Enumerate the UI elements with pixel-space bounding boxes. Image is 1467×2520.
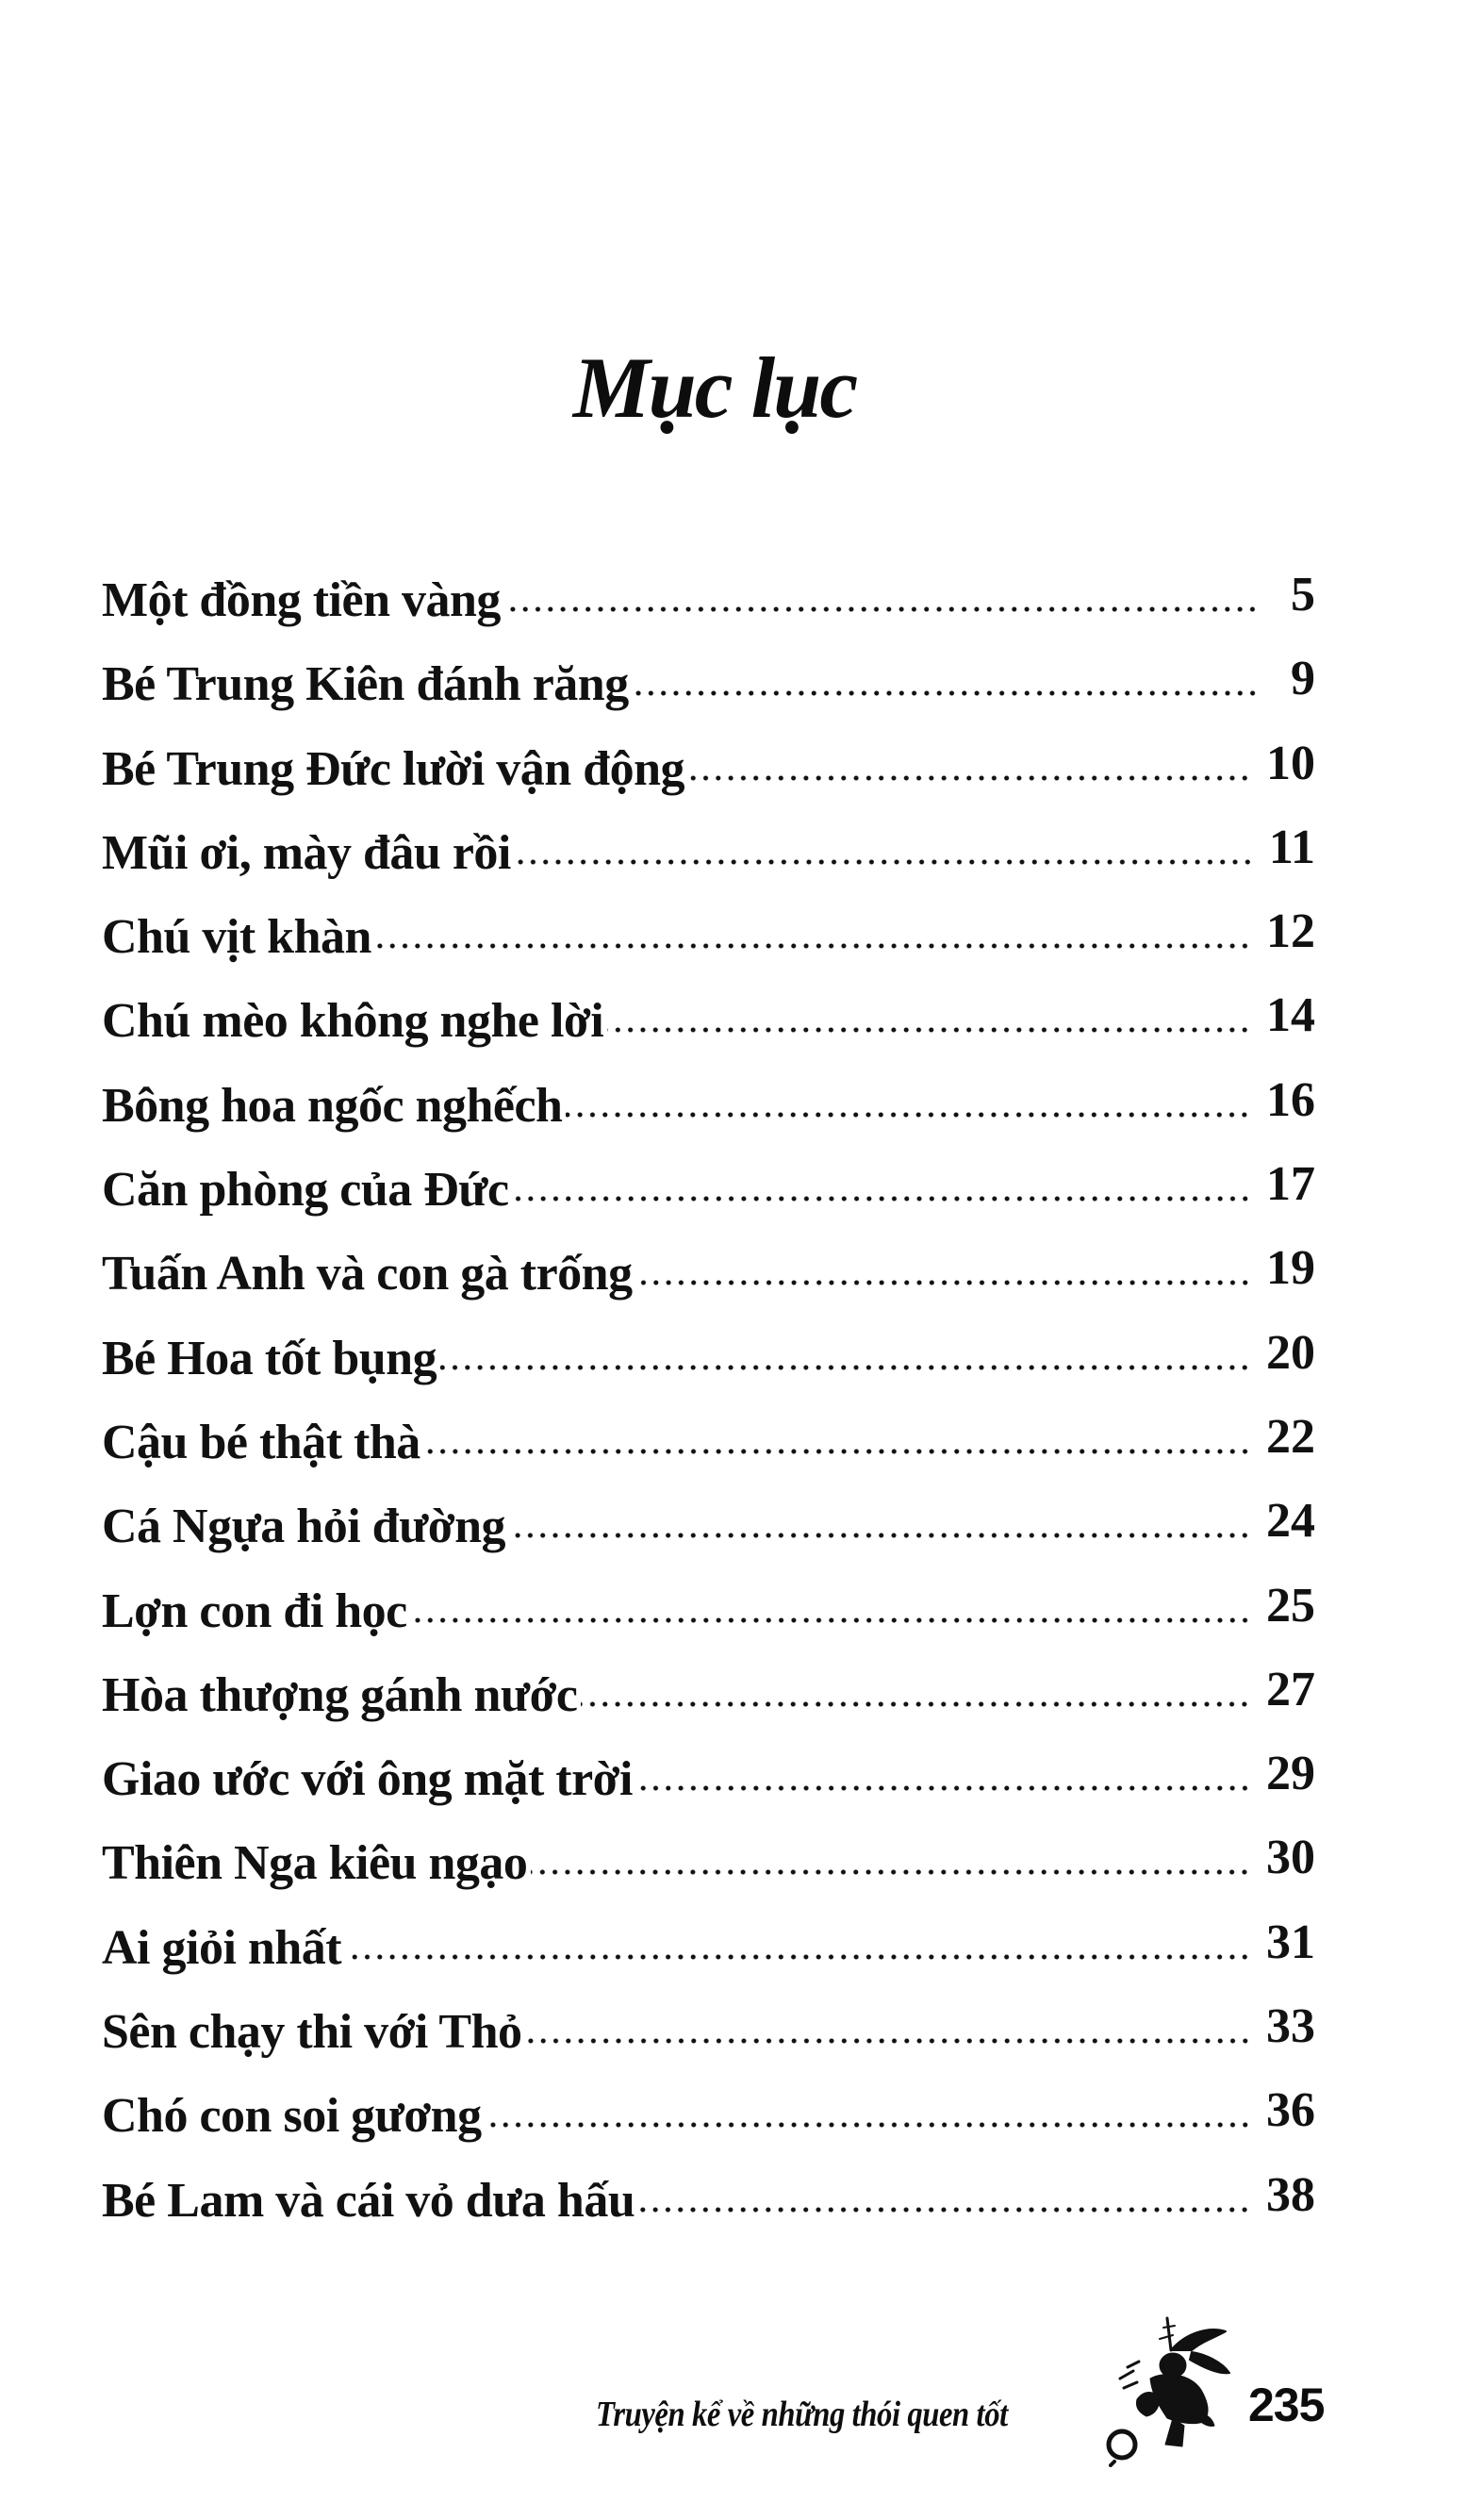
toc-entry-title: Bông hoa ngốc nghếch <box>102 1078 563 1133</box>
toc-entry[interactable] <box>102 1569 1315 1653</box>
toc-entry[interactable] <box>102 727 1315 811</box>
toc-entry-page: 19 <box>1266 1241 1315 1296</box>
toc-entry-title: Thiên Nga kiêu ngạo <box>102 1836 528 1891</box>
dot-leader <box>633 690 1259 696</box>
dot-leader <box>526 2038 1251 2044</box>
toc-entry[interactable] <box>102 1232 1315 1316</box>
toc-entry[interactable] <box>102 1821 1315 1905</box>
toc-entry-title: Bé Hoa tốt bụng <box>102 1331 437 1385</box>
dot-leader <box>504 606 1259 612</box>
dot-leader <box>513 1196 1251 1202</box>
toc-entry[interactable] <box>102 558 1315 642</box>
toc-entry-page: 25 <box>1266 1578 1315 1633</box>
dot-leader <box>424 1449 1251 1454</box>
toc-entry-title: Cá Ngựa hỏi đường <box>102 1500 506 1554</box>
toc-entry-page: 33 <box>1266 1999 1315 2054</box>
toc-entry-page: 10 <box>1266 736 1315 790</box>
dot-leader <box>607 1027 1251 1033</box>
dot-leader <box>375 943 1251 949</box>
toc-entry-title: Chó con soi gương <box>102 2089 482 2144</box>
dot-leader <box>581 1701 1251 1707</box>
toc-entry-title: Một đồng tiền vàng <box>102 573 501 627</box>
toc-entry-title: Chú mèo không nghe lời <box>102 994 604 1049</box>
toc-entry-page: 17 <box>1266 1157 1315 1212</box>
toc-entry-title: Bé Trung Đức lười vận động <box>102 741 685 796</box>
dot-leader <box>440 1365 1251 1370</box>
page-number: 235 <box>1248 2379 1325 2431</box>
toc-entry[interactable] <box>102 1990 1315 2074</box>
toc-entry-title: Mũi ơi, mày đâu rồi <box>102 825 511 880</box>
dot-leader <box>566 1112 1251 1118</box>
dot-leader <box>531 1869 1251 1875</box>
page-title: Mục lục <box>572 340 857 436</box>
toc-entry-title: Giao ước với ông mặt trời <box>102 1752 633 1807</box>
toc-entry-page: 11 <box>1268 820 1315 874</box>
toc-entry[interactable] <box>102 642 1315 726</box>
toc-entry[interactable] <box>102 895 1315 979</box>
toc-entry-title: Cậu bé thật thà <box>102 1415 420 1469</box>
toc-entry[interactable] <box>102 811 1315 895</box>
toc-entry-title: Chú vịt khàn <box>102 910 371 965</box>
toc-entry-page: 16 <box>1266 1072 1315 1127</box>
toc-entry-page: 38 <box>1266 2167 1315 2222</box>
toc-entry-page: 27 <box>1266 1662 1315 1716</box>
toc-entry[interactable] <box>102 1484 1315 1568</box>
toc-entry-page: 14 <box>1266 988 1315 1043</box>
toc-entry-page: 12 <box>1266 904 1315 959</box>
toc-entry-title: Ai giỏi nhất <box>102 1920 342 1975</box>
toc-entry-page: 31 <box>1266 1915 1315 1969</box>
toc-entry-title: Lợn con đi học <box>102 1583 407 1638</box>
toc-entry-page: 22 <box>1266 1409 1315 1464</box>
toc-entry-title: Sên chạy thi với Thỏ <box>102 2005 522 2060</box>
dot-leader <box>636 1280 1251 1285</box>
toc-entry[interactable] <box>102 979 1315 1063</box>
toc-entry[interactable] <box>102 1737 1315 1821</box>
toc-entry-page: 9 <box>1291 652 1315 706</box>
toc-entry-title: Tuấn Anh và con gà trống <box>102 1247 633 1301</box>
toc-entry-page: 36 <box>1266 2083 1315 2138</box>
toc-entry[interactable] <box>102 1401 1315 1484</box>
dot-leader <box>411 1617 1251 1623</box>
toc-entry-title: Căn phòng của Đức <box>102 1163 509 1218</box>
toc-entry[interactable] <box>102 1317 1315 1401</box>
running-footer-book-title: Truyện kể về những thói quen tốt <box>596 2395 1008 2434</box>
table-of-contents <box>102 558 1315 2243</box>
dot-leader <box>515 859 1254 865</box>
toc-entry-title: Bé Trung Kiên đánh răng <box>102 657 629 712</box>
dot-leader <box>486 2122 1251 2128</box>
dot-leader <box>509 1533 1251 1538</box>
toc-entry[interactable] <box>102 1653 1315 1737</box>
rabbit-ornament-icon <box>1105 2313 1244 2467</box>
toc-entry[interactable] <box>102 2159 1315 2243</box>
toc-entry[interactable] <box>102 1148 1315 1232</box>
dot-leader <box>688 775 1251 781</box>
toc-entry-page: 20 <box>1266 1325 1315 1380</box>
toc-entry-page: 5 <box>1291 568 1315 622</box>
toc-entry-page: 29 <box>1266 1747 1315 1801</box>
toc-entry-title: Hòa thượng gánh nước <box>102 1667 578 1722</box>
toc-entry[interactable] <box>102 1906 1315 1990</box>
toc-entry-page: 30 <box>1266 1831 1315 1885</box>
toc-entry-page: 24 <box>1266 1494 1315 1549</box>
toc-entry[interactable] <box>102 2074 1315 2158</box>
toc-entry-title: Bé Lam và cái vỏ dưa hấu <box>102 2173 635 2228</box>
dot-leader <box>345 1954 1251 1960</box>
toc-entry[interactable] <box>102 1064 1315 1148</box>
dot-leader <box>638 2207 1251 2213</box>
dot-leader <box>636 1785 1251 1791</box>
